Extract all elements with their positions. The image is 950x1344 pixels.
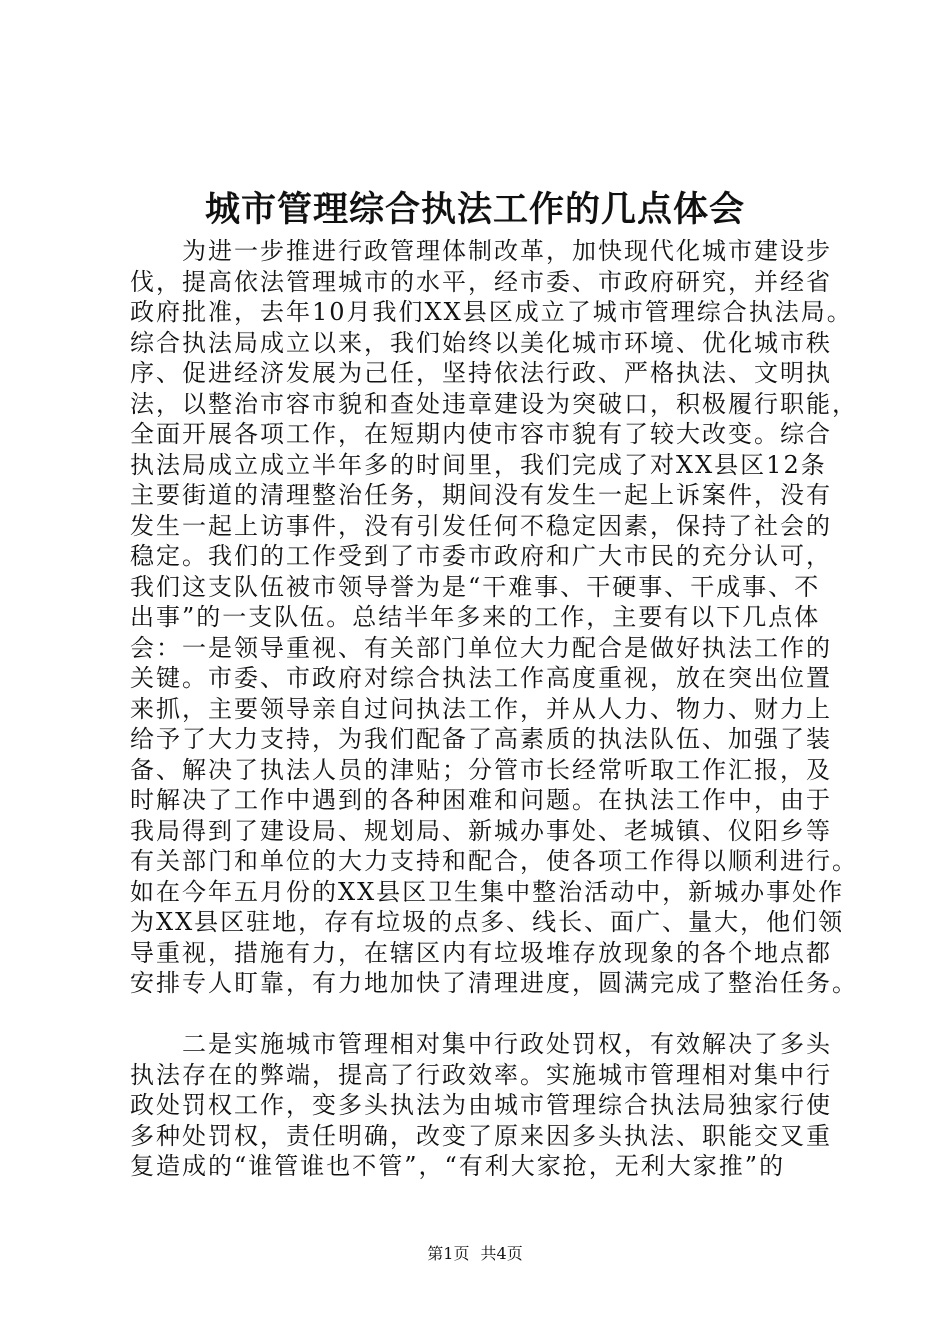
text-line: 二是实施城市管理相对集中行政处罚权，有效解决了多头 <box>130 1030 832 1058</box>
text-line: 执法存在的弊端，提高了行政效率。实施城市管理相对集中行 <box>130 1060 832 1089</box>
text-line: 给予了大力支持，为我们配备了高素质的执法队伍、加强了装 <box>130 725 832 753</box>
document-title: 城市管理综合执法工作的几点体会 <box>204 189 745 230</box>
page-number-current: 第1页 <box>427 1244 470 1263</box>
text-line: 复造成的“谁管谁也不管”，“有利大家抢，无利大家推”的 <box>130 1152 786 1180</box>
text-line: 我们这支队伍被市领导誉为是“干难事、干硬事、干成事、不 <box>130 572 821 601</box>
text-line: 导重视，措施有力，在辖区内有垃圾堆存放现象的各个地点都 <box>130 938 832 967</box>
text-line: 全面开展各项工作，在短期内使市容市貌有了较大改变。综合 <box>130 420 832 448</box>
text-line: 来抓，主要领导亲自过问执法工作，并从人力、物力、财力上 <box>130 694 832 723</box>
text-line: 多种处罚权，责任明确，改变了原来因多头执法、职能交叉重 <box>130 1121 832 1150</box>
text-line: 执法局成立成立半年多的时间里，我们完成了对XX县区12条 <box>130 450 827 479</box>
text-line: 政府批准，去年10月我们XX县区成立了城市管理综合执法局。 <box>130 298 853 326</box>
text-line: 政处罚权工作，变多头执法为由城市管理综合执法局独家行使 <box>130 1091 832 1119</box>
text-line: 为进一步推进行政管理体制改革，加快现代化城市建设步 <box>130 237 832 265</box>
text-line: 我局得到了建设局、规划局、新城办事处、老城镇、仪阳乡等 <box>130 816 832 845</box>
text-line: 序、促进经济发展为己任，坚持依法行政、严格执法、文明执 <box>130 359 832 387</box>
text-line: 关键。市委、市政府对综合执法工作高度重视，放在突出位置 <box>130 664 832 692</box>
text-line: 发生一起上访事件，没有引发任何不稳定因素，保持了社会的 <box>130 511 832 540</box>
text-line: 综合执法局成立以来，我们始终以美化城市环境、优化城市秩 <box>130 328 832 357</box>
text-line: 有关部门和单位的大力支持和配合，使各项工作得以顺利进行。 <box>130 847 858 875</box>
page-footer <box>0 1243 950 1265</box>
text-line: 时解决了工作中遇到的各种困难和问题。在执法工作中，由于 <box>130 786 832 814</box>
text-line: 出事”的一支队伍。总结半年多来的工作，主要有以下几点体 <box>130 603 821 631</box>
page-number-total: 共4页 <box>480 1244 523 1263</box>
text-line: 备、解决了执法人员的津贴；分管市长经常听取工作汇报，及 <box>130 755 832 784</box>
text-line: 会：一是领导重视、有关部门单位大力配合是做好执法工作的 <box>130 633 832 662</box>
text-line: 主要街道的清理整治任务，期间没有发生一起上诉案件，没有 <box>130 481 832 509</box>
text-line: 如在今年五月份的XX县区卫生集中整治活动中，新城办事处作 <box>130 877 845 906</box>
text-line: 法，以整治市容市貌和查处违章建设为突破口，积极履行职能， <box>130 389 858 418</box>
paragraph-2 <box>130 1029 850 1182</box>
paragraph-1 <box>130 236 858 999</box>
text-line: 伐，提高依法管理城市的水平，经市委、市政府研究，并经省 <box>130 267 832 296</box>
text-line: 稳定。我们的工作受到了市委市政府和广大市民的充分认可， <box>130 542 832 570</box>
text-line: 安排专人盯靠，有力地加快了清理进度，圆满完成了整治任务。 <box>130 969 858 997</box>
text-line: 为XX县区驻地，存有垃圾的点多、线长、面广、量大，他们领 <box>130 908 845 936</box>
